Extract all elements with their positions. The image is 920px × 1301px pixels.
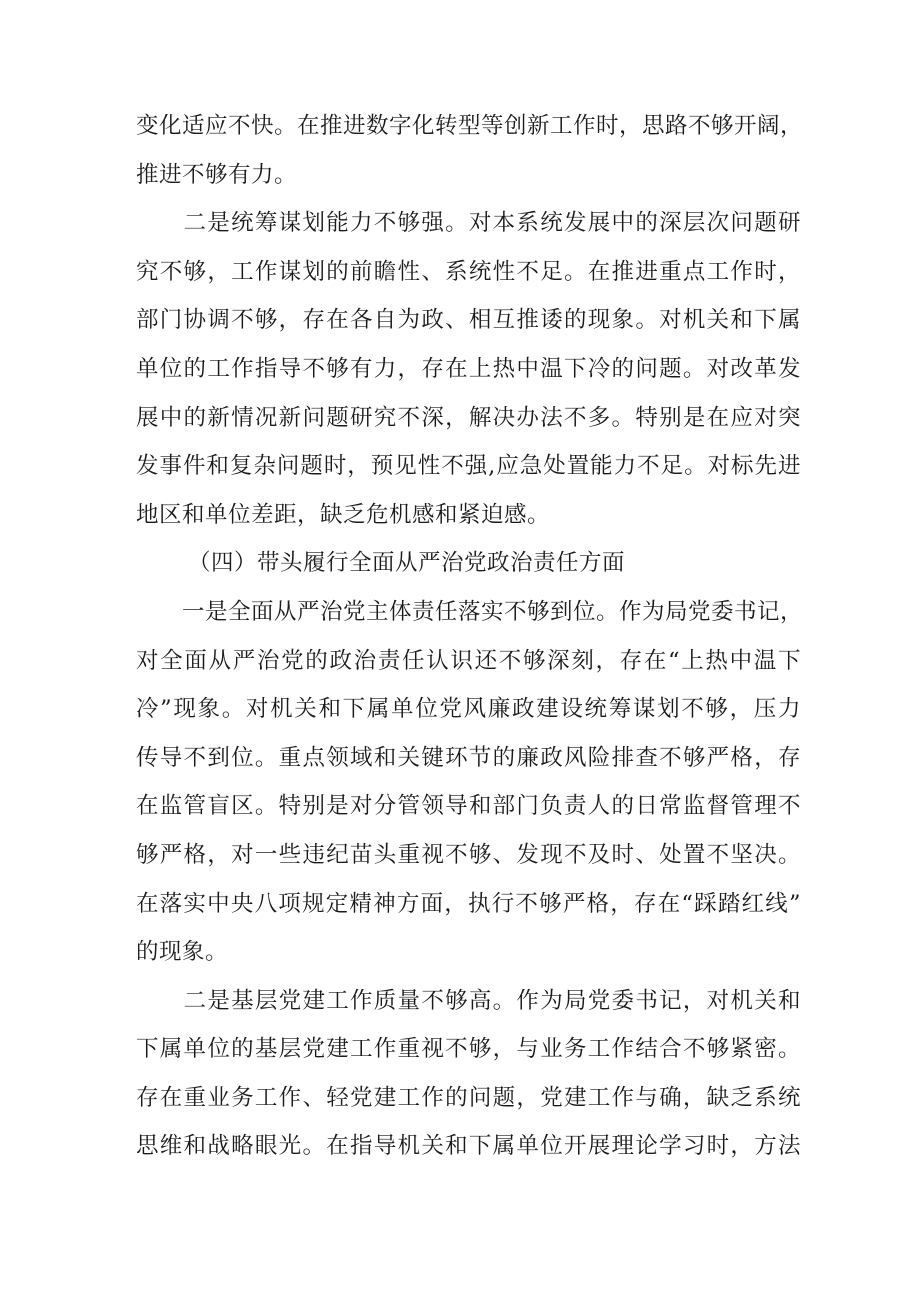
paragraph-line: 下属单位的基层党建工作重视不够，与业务工作结合不够紧密。	[136, 1036, 801, 1063]
paragraph-line: 部门协调不够，存在各自为政、相互推诿的现象。对机关和下属	[136, 307, 801, 334]
paragraph-line: 思维和战略眼光。在指导机关和下属单位开展理论学习时，方法	[136, 1133, 801, 1160]
paragraph-line: 二是基层党建工作质量不够高。作为局党委书记，对机关和	[136, 987, 801, 1014]
paragraph-line: 够严格，对一些违纪苗头重视不够、发现不及时、处置不坚决。	[136, 841, 801, 868]
paragraph-line: 传导不到位。重点领域和关键环节的廉政风险排查不够严格，存	[136, 744, 801, 771]
paragraph-line: 一是全面从严治党主体责任落实不够到位。作为局党委书记，	[136, 598, 804, 625]
paragraph-line: 在落实中央八项规定精神方面，执行不够严格，存在“踩踏红线”	[136, 890, 801, 917]
paragraph-line: 地区和单位差距，缺乏危机感和紧迫感。	[136, 501, 551, 528]
paragraph-line: 展中的新情况新问题研究不深，解决办法不多。特别是在应对突	[136, 404, 801, 431]
paragraph-line: 究不够，工作谋划的前瞻性、系统性不足。在推进重点工作时，	[136, 258, 801, 285]
paragraph-line: 的现象。	[136, 939, 229, 966]
paragraph-line: 推进不够有力。	[136, 161, 298, 188]
paragraph-line: 存在重业务工作、轻党建工作的问题，党建工作与确，缺乏系统	[136, 1084, 801, 1111]
body-text	[136, 102, 804, 1171]
paragraph-line: 二是统筹谋划能力不够强。对本系统发展中的深层次问题研	[136, 210, 801, 237]
paragraph-line: 对全面从严治党的政治责任认识还不够深刻，存在“上热中温下	[136, 647, 801, 674]
paragraph-line: 在监管盲区。特别是对分管领导和部门负责人的日常监督管理不	[136, 793, 801, 820]
paragraph-line: 发事件和复杂问题时，预见性不强,应急处置能力不足。对标先进	[136, 453, 801, 480]
section-heading: （四）带头履行全面从严治党政治责任方面	[188, 550, 626, 577]
paragraph-line: 冷”现象。对机关和下属单位党风廉政建设统筹谋划不够，压力	[136, 696, 801, 723]
paragraph-line: 变化适应不快。在推进数字化转型等创新工作时，思路不够开阔，	[136, 113, 804, 139]
paragraph-line: 单位的工作指导不够有力，存在上热中温下冷的问题。对改革发	[136, 355, 801, 382]
